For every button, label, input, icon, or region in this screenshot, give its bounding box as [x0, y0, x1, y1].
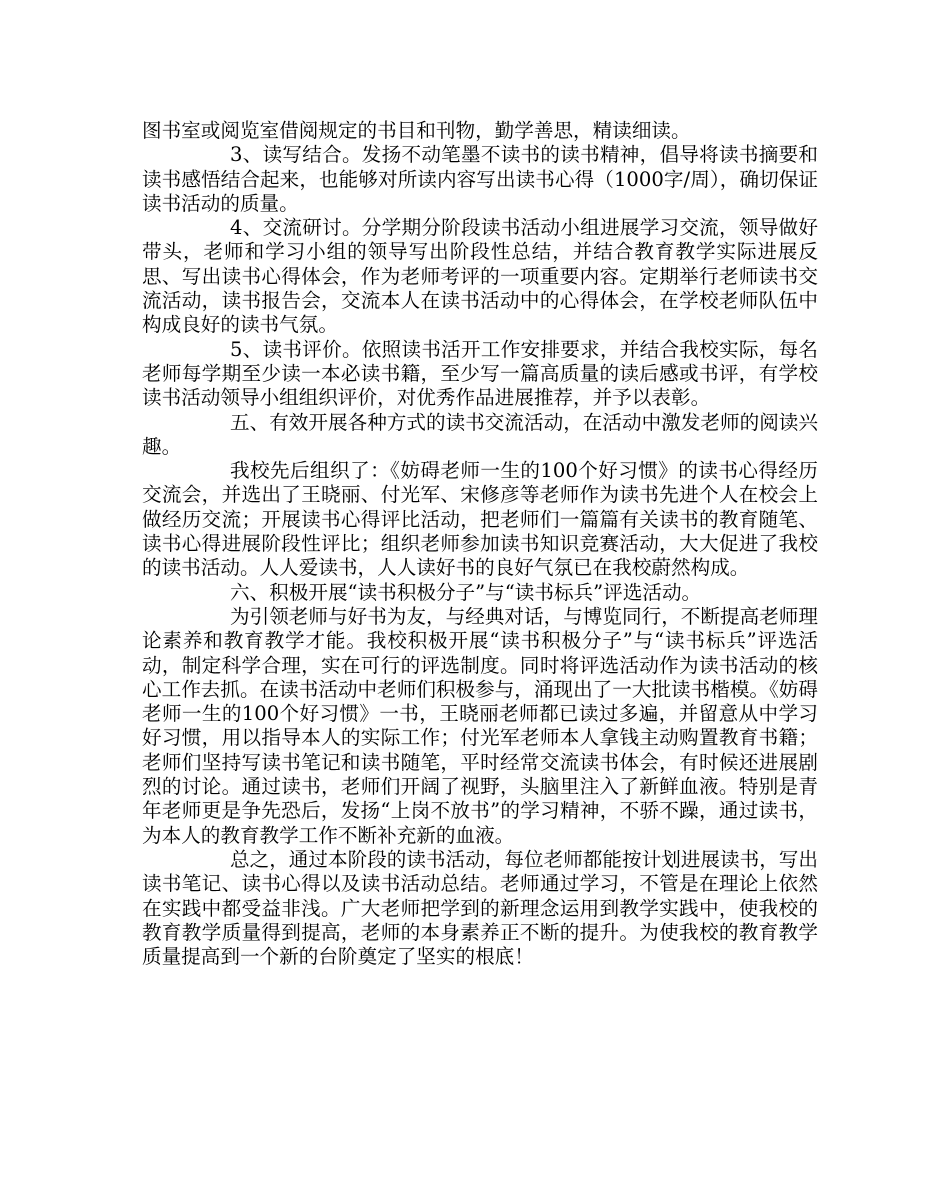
section-heading-six: 六、积极开展“读书积极分子”与“读书标兵”评选活动。: [230, 580, 702, 604]
paragraph-reading-writing: 3、读写结合。发扬不动笔墨不读书的读书精神，倡导将读书摘要和读书感悟结合起来，也能够对所读内容写出读书心得（1000字/周），确切保证读书活动的质量。: [142, 143, 818, 215]
paragraph-reading-evaluation: 5、读书评价。依照读书活开工作安排要求，并结合我校实际，每名老师每学期至少读一本必读书籍，至少写一篇高质量的读后感或书评，有学校读书活动领导小组组织评价，对优秀作品进展推荐，并予以表彰。: [142, 337, 818, 410]
paragraph-summary: 总之，通过本阶段的读书活动，每位老师都能按计划进展读书，写出读书笔记、读书心得以及读书活动总结。老师通过学习，不管是在理论上依然在实践中都受益非浅。广大老师把学到的新理念运用到教学实践中，使我校的教育教学质量得到提高，老师的本身素养正不断的提升。为使我校的教育教学质量提高到一个新的台阶奠定了坚实的根底！: [142, 847, 818, 969]
paragraph-selection-activity: 为引领老师与好书为友，与经典对话，与博览同行，不断提高老师理论素养和教育教学才能。我校积极开展“读书积极分子”与“读书标兵”评选活动，制定科学合理，实在可行的评选制度。同时将评选活动作为读书活动的核心工作去抓。在读书活动中老师们积极参与，涌现出了一大批读书楷模。《妨碍老师一生的100个好习惯》一书，王晓丽老师都已读过多遍，并留意从中学习好习惯，用以指导本人的实际工作；付光军老师本人拿钱主动购置教育书籍；老师们坚持写读书笔记和读书随笔，平时经常交流读书体会，有时候还进展剧烈的讨论。通过读书，老师们开阔了视野，头脑里注入了新鲜血液。特别是青年老师更是争先恐后，发扬“上岗不放书”的学习精神，不骄不躁，通过读书，为本人的教育教学工作不断补充新的血液。: [142, 604, 818, 847]
paragraph-exchange-discussion: 4、交流研讨。分学期分阶段读书活动小组进展学习交流，领导做好带头，老师和学习小组的领导写出阶段性总结，并结合教育教学实际进展反思、写出读书心得体会，作为老师考评的一项重要内容。定期举行老师读书交流活动，读书报告会，交流本人在读书活动中的心得体会，在学校老师队伍中构成良好的读书气氛。: [142, 216, 818, 337]
paragraph-continuation: 图书室或阅览室借阅规定的书目和刊物，勤学善思，精读细读。: [142, 119, 691, 142]
paragraph-activities-organized: 我校先后组织了：《妨碍老师一生的100个好习惯》的读书心得经历交流会，并选出了王晓丽、付光军、宋修彦等老师作为读书先进个人在校会上做经历交流；开展读书心得评比活动，把老师们一篇篇有关读书的教育随笔、读书心得进展阶段性评比；组织老师参加读书知识竞赛活动，大大促进了我校的读书活动。人人爱读书，人人读好书的良好气氛已在我校蔚然构成。: [142, 459, 818, 580]
section-heading-five: 五、有效开展各种方式的读书交流活动，在活动中激发老师的阅读兴趣。: [142, 410, 818, 458]
document-body: [142, 119, 818, 969]
